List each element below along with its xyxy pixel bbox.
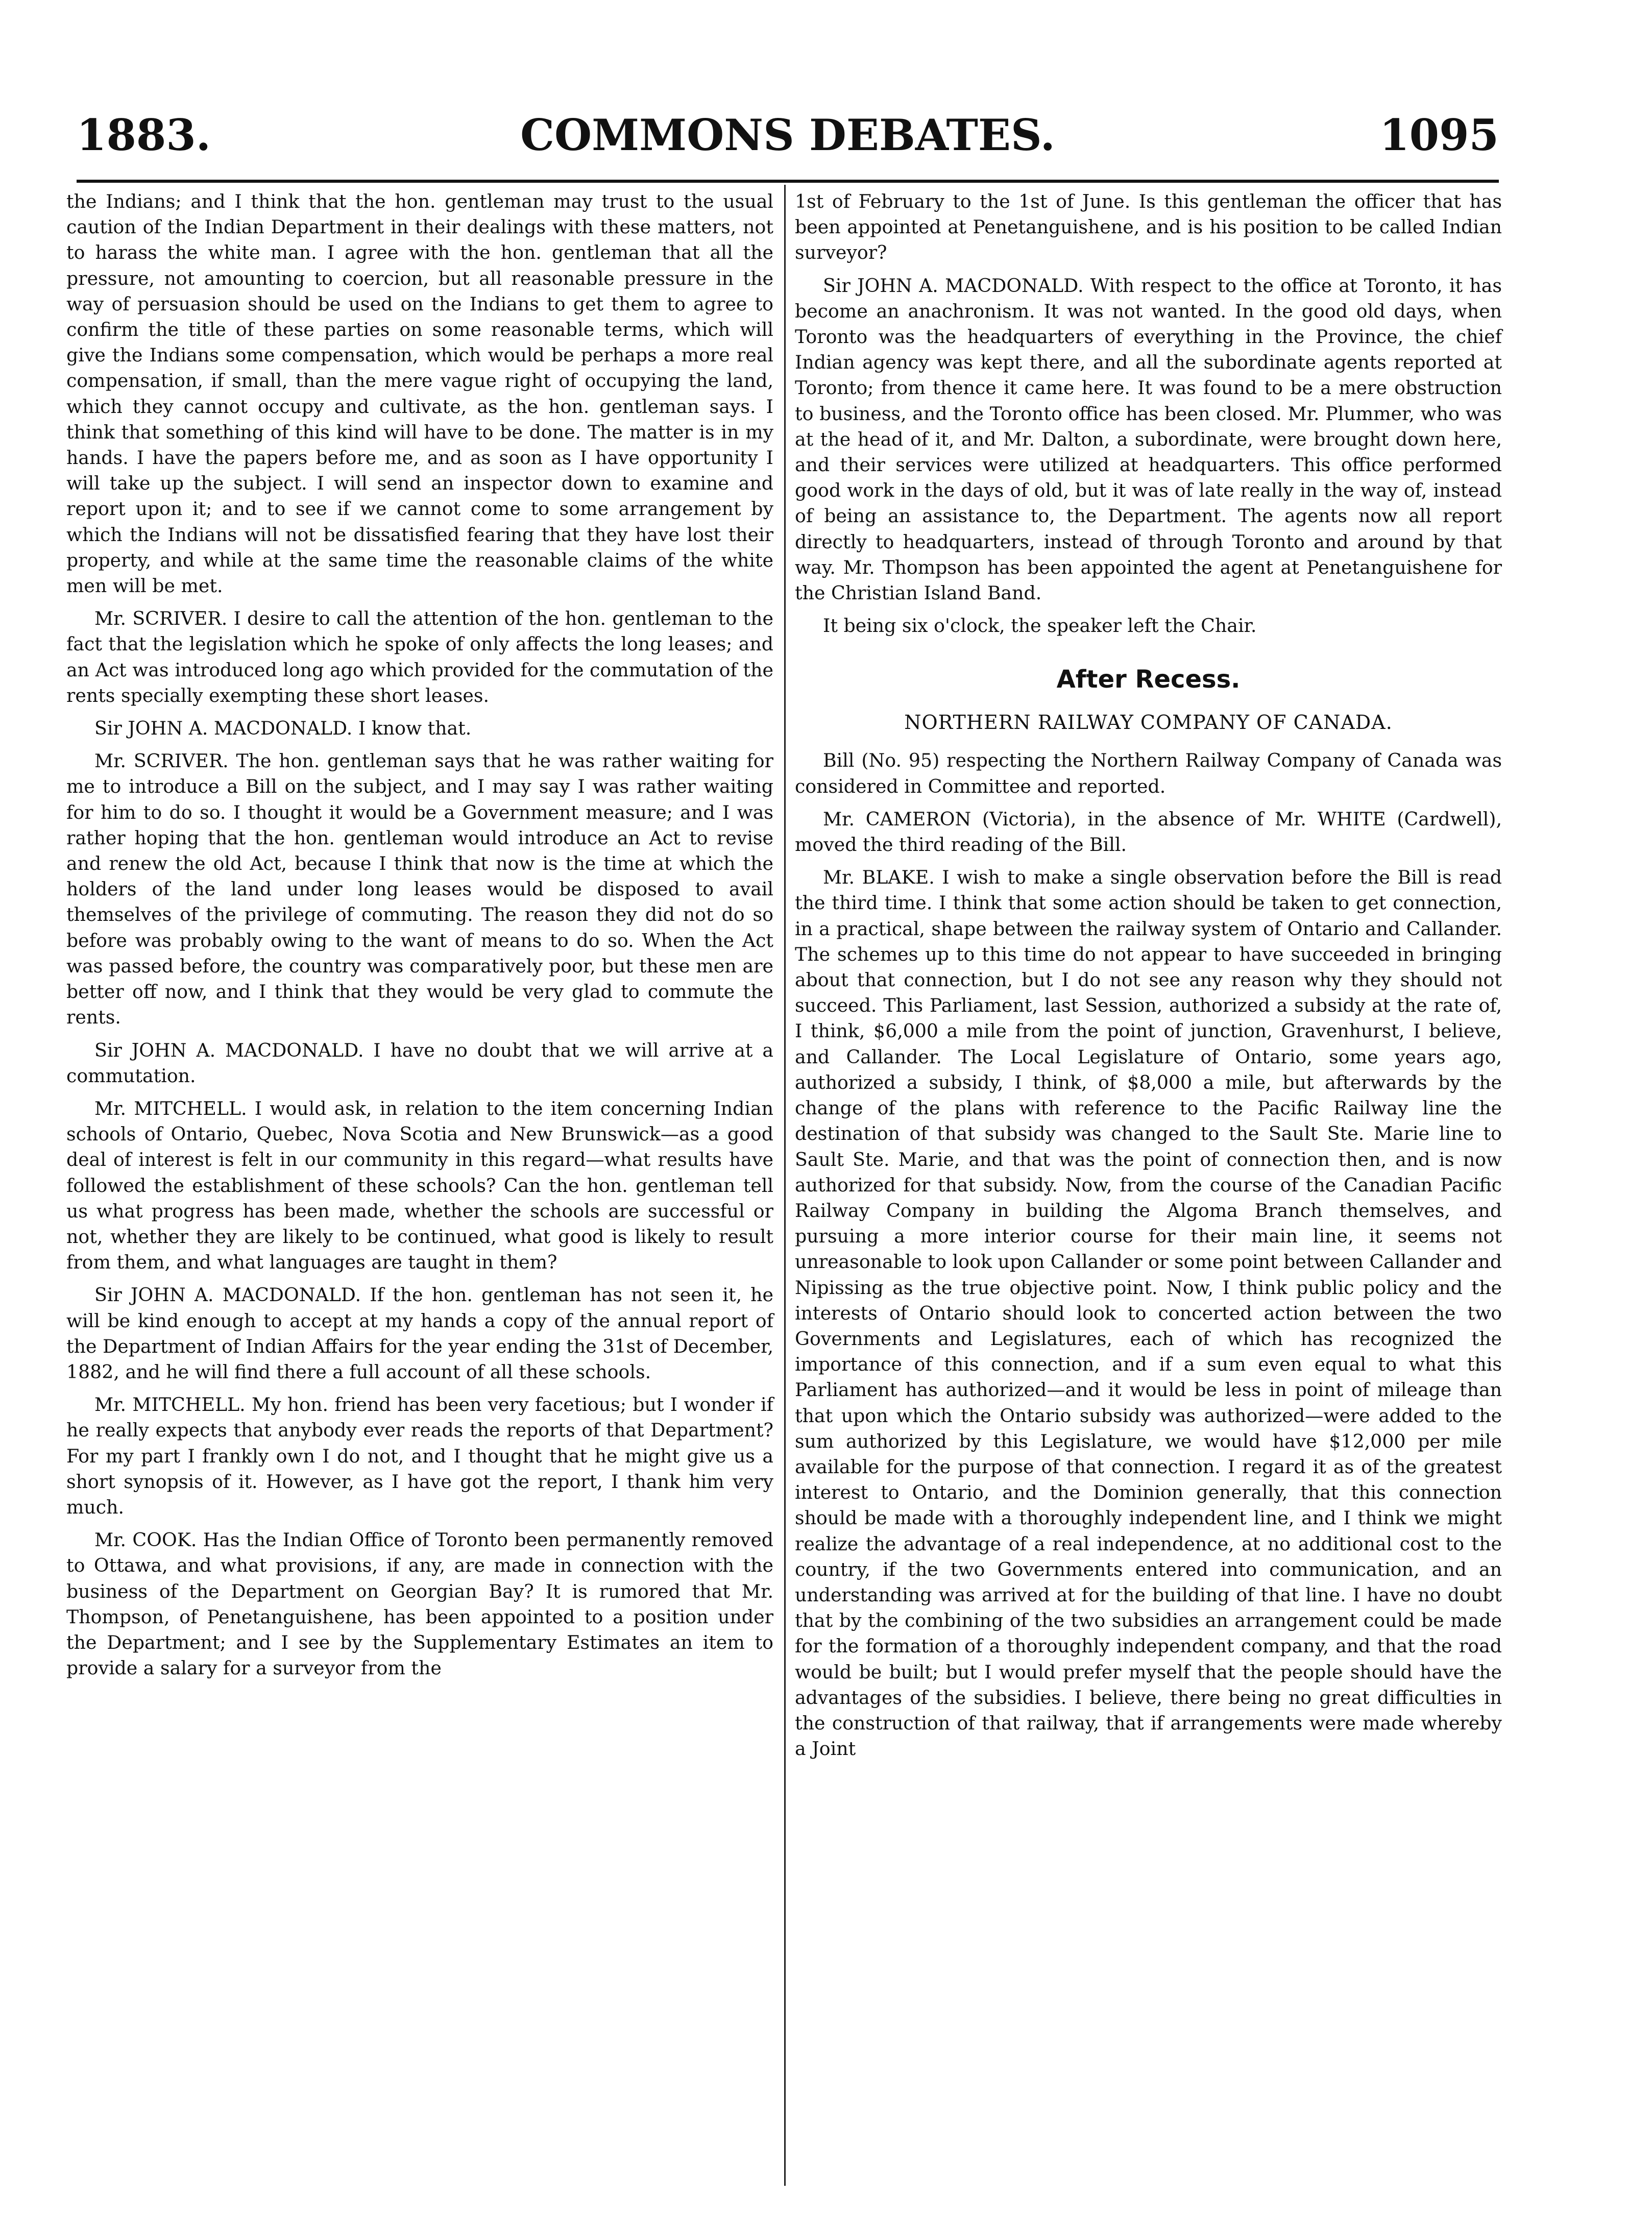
paragraph: Bill (No. 95) respecting the Northern Railway Company of Canada was considered in Committee and reported.	[795, 749, 1502, 797]
paragraph: It being six o'clock, the speaker left the Chair.	[823, 615, 1257, 637]
right-column	[795, 189, 1502, 1769]
paragraph: Mr. BLAKE. I wish to make a single observation before the Bill is read the third time. I think that some action should be taken to get connection, in a practical, shape between the railway system of Ontario and Callander. The schemes up to this time do not appear to have succeeded in bringing about that connection, but I do not see any reason why they should not succeed. This Parliament, last Session, authorized a subsidy at the rate of, I think, $6,000 a mile from the point of junction, Gravenhurst, I believe, and Callander. The Local Legislature of Ontario, some years ago, authorized a subsidy, I think, of $8,000 a mile, but afterwards by the change of the plans with reference to the Pacific Railway line the destination of that subsidy was changed to the Sault Ste. Marie line to Sault Ste. Marie, and that was the point of connection then, and is now authorized for that subsidy. Now, from the course of the Canadian Pacific Railway Company in building the Algoma Branch themselves, and pursuing a more interior course for their main line, it seems not unreasonable to look upon Callander or some point between Callander and Nipissing as the true objective point. Now, I think public policy and the interests of Ontario should look to concerted action between the two Governments and Legislatures, each of which has recognized the importance of this connection, and if a sum even equal to what this Parliament has authorized—and it would be less in point of mileage than that upon which the Ontario subsidy was authorized—were added to the sum authorized by this Legislature, we would have $12,000 per mile available for the purpose of that connection. I regard it as of the greatest interest to Ontario, and the Dominion generally, that this connection should be made with a thoroughly independent line, and I think we might realize the advantage of a real independence, at no additional cost to the country, if the two Governments entered into communication, and an understanding was arrived at for the building of that line. I have no doubt that by the combining of the two subsidies an arrangement could be made for the formation of a thoroughly independent company, and that the road would be built; but I would prefer myself that the people should have the advantages of the subsidies. I believe, there being no great difficulties in the construction of that railway, that if arrangements were made whereby a Joint	[795, 866, 1502, 1760]
paragraph: Mr. MITCHELL. My hon. friend has been very facetious; but I wonder if he really expects that anybody ever reads the reports of that Department? For my part I frankly own I do not, and I thought that he might give us a short synopsis of it. However, as I have got the report, I thank him very much.	[66, 1394, 773, 1518]
paragraph: the Indians; and I think that the hon. gentleman may trust to the usual caution of the Indian Department in their dealings with these matters, not to harass the white man. I agree with the hon. gentleman that all the pressure, not amounting to coercion, but all reasonable pressure in the way of persuasion should be used on the Indians to get them to agree to confirm the title of these parties on some reasonable terms, which will give the Indians some compensation, which would be perhaps a more real compensation, if small, than the mere vague right of occupying the land, which they cannot occupy and cultivate, as the hon. gentleman says. I think that something of this kind will have to be done. The matter is in my hands. I have the papers before me, and as soon as I have opportunity I will take up the subject. I will send an inspector down to examine and report upon it; and to see if we cannot come to some arrangement by which the Indians will not be dissatisfied fearing that they have lost their property, and while at the same time the reasonable claims of the white men will be met.	[66, 190, 773, 597]
left-column	[66, 189, 773, 1688]
header-year: 1883.	[77, 110, 211, 160]
section-heading-railway: NORTHERN RAILWAY COMPANY OF CANADA.	[904, 711, 1393, 734]
paragraph: Sir JOHN A. MACDONALD. I know that.	[94, 717, 472, 740]
header-rule	[77, 180, 1499, 183]
paragraph: Mr. SCRIVER. The hon. gentleman says that he was rather waiting for me to introduce a Bill on the subject, and I may say I was rather waiting for him to do so. I thought it would be a Government measure; and I was rather hoping that the hon. gentleman would introduce an Act to revise and renew the old Act, because I think that now is the time at which the holders of the land under long leases would be disposed to avail themselves of the privilege of commuting. The reason they did not do so before was probably owing to the want of means to do so. When the Act was passed before, the country was comparatively poor, but these men are better off now, and I think that they would be very glad to commute the rents.	[66, 750, 773, 1029]
paragraph: 1st of February to the 1st of June. Is this gentleman the officer that has been appointed at Penetanguishene, and is his position to be called Indian surveyor?	[795, 190, 1502, 264]
column-divider	[784, 185, 786, 2186]
header-page-number: 1095	[1379, 110, 1499, 160]
paragraph: Mr. SCRIVER. I desire to call the attention of the hon. gentleman to the fact that the legislation which he spoke of only affects the long leases; and an Act was introduced long ago which provided for the commutation of the rents specially exempting these short leases.	[66, 607, 773, 706]
section-heading-after-recess: After Recess.	[1056, 665, 1241, 694]
paragraph: Mr. COOK. Has the Indian Office of Toronto been permanently removed to Ottawa, and what provisions, if any, are made in connection with the business of the Department on Georgian Bay? It is rumored that Mr. Thompson, of Penetanguishene, has been appointed to a position under the Department; and I see by the Supplementary Estimates an item to provide a salary for a surveyor from the	[66, 1529, 773, 1679]
paragraph: Sir JOHN A. MACDONALD. With respect to the office at Toronto, it has become an anachronism. It was not wanted. In the good old days, when Toronto was the headquarters of everything in the Province, the chief Indian agency was kept there, and all the subordinate agents reported at Toronto; from thence it came here. It was found to be a mere obstruction to business, and the Toronto office has been closed. Mr. Plummer, who was at the head of it, and Mr. Dalton, a subordinate, were brought down here, and their services were utilized at headquarters. This office performed good work in the days of old, but it was of late really in the way of, instead of being an assistance to, the Department. The agents now all report directly to headquarters, instead of through Toronto and around by that way. Mr. Thompson has been appointed the agent at Penetanguishene for the Christian Island Band.	[795, 274, 1502, 604]
header-title: COMMONS DEBATES.	[520, 110, 1055, 160]
paragraph: Mr. CAMERON (Victoria), in the absence of Mr. WHITE (Cardwell), moved the third reading of the Bill.	[795, 808, 1502, 856]
paragraph: Sir JOHN A. MACDONALD. If the hon. gentleman has not seen it, he will be kind enough to accept at my hands a copy of the annual report of the Department of Indian Affairs for the year ending the 31st of December, 1882, and he will find there a full account of all these schools.	[66, 1284, 773, 1383]
paragraph: Sir JOHN A. MACDONALD. I have no doubt that we will arrive at a commutation.	[66, 1039, 773, 1087]
page-header	[77, 110, 1499, 171]
paragraph: Mr. MITCHELL. I would ask, in relation to the item concerning Indian schools of Ontario, Quebec, Nova Scotia and New Brunswick—as a good deal of interest is felt in our community in this regard—what results have followed the establishment of these schools? Can the hon. gentleman tell us what progress has been made, whether the schools are successful or not, whether they are likely to be continued, what good is likely to result from them, and what languages are taught in them?	[66, 1097, 773, 1274]
